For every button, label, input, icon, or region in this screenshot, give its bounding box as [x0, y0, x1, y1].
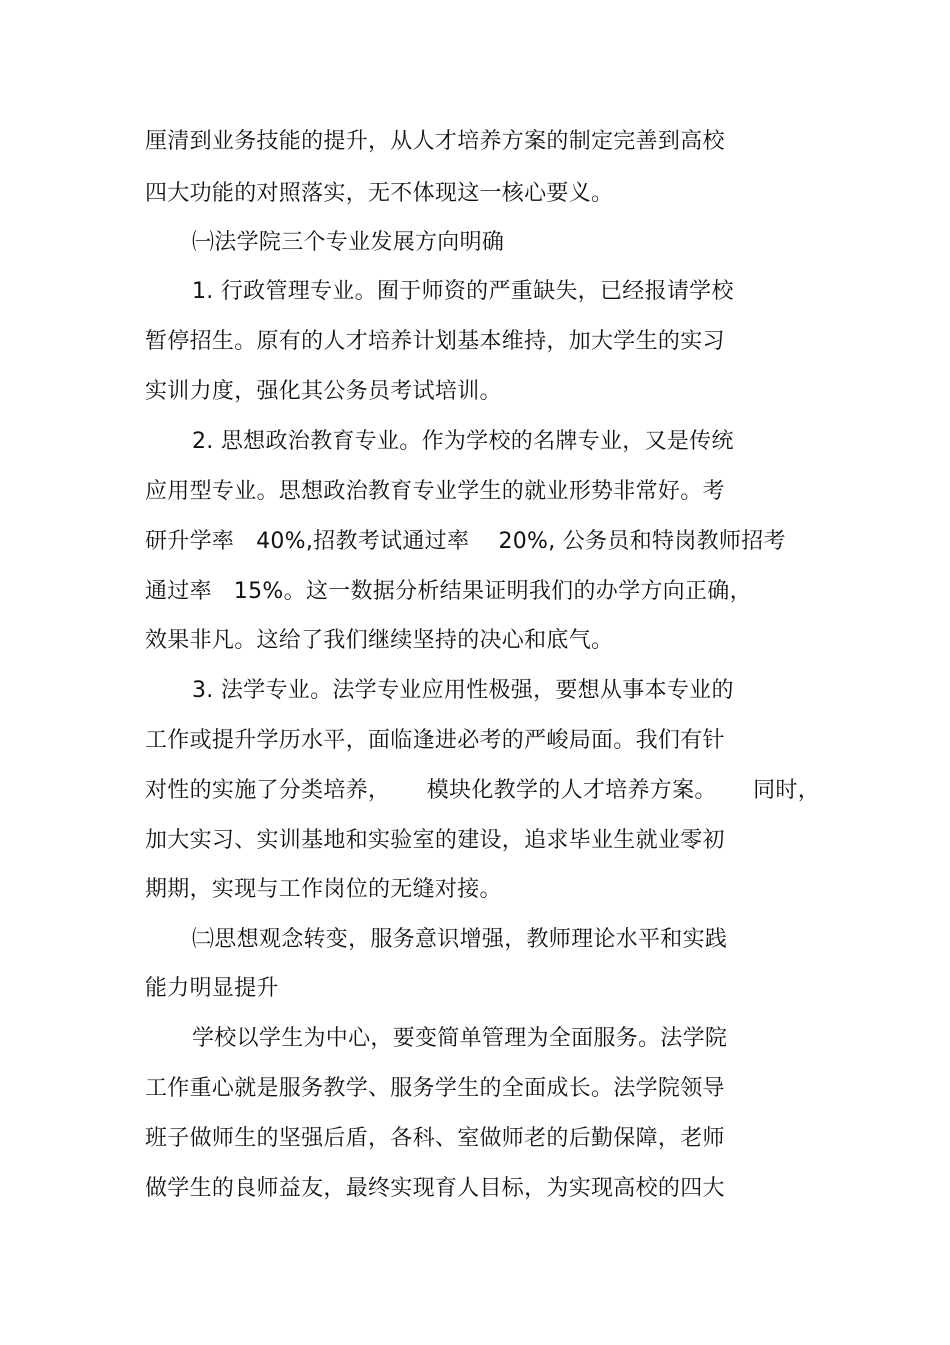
text-line: 3. 法学专业。法学专业应用性极强，要想从事本专业的 [192, 678, 734, 703]
text-line: 实训力度，强化其公务员考试培训。 [145, 379, 502, 404]
text-line: 研升学率 40%,招教考试通过率 20%, 公务员和特岗教师招考 [145, 529, 786, 554]
text-line: 对性的实施了分类培养， 模块化教学的人才培养方案。 同时， [145, 778, 821, 803]
text-line: 期期，实现与工作岗位的无缝对接。 [145, 877, 502, 902]
text-line: 2. 思想政治教育专业。作为学校的名牌专业，又是传统 [192, 429, 734, 454]
text-line: 应用型专业。思想政治教育专业学生的就业形势非常好。考 [145, 479, 725, 504]
text-line: 工作或提升学历水平，面临逢进必考的严峻局面。我们有针 [145, 728, 725, 753]
text-line: 厘清到业务技能的提升，从人才培养方案的制定完善到高校 [145, 129, 725, 154]
text-line: 工作重心就是服务教学、服务学生的全面成长。法学院领导 [145, 1076, 725, 1101]
text-line: 学校以学生为中心，要变简单管理为全面服务。法学院 [192, 1026, 728, 1051]
text-line: 四大功能的对照落实，无不体现这一核心要义。 [145, 181, 614, 206]
text-line: 暂停招生。原有的人才培养计划基本维持，加大学生的实习 [145, 329, 725, 354]
text-line: 1. 行政管理专业。囿于师资的严重缺失，已经报请学校 [192, 279, 734, 304]
text-line: 做学生的良师益友，最终实现育人目标，为实现高校的四大 [145, 1176, 725, 1201]
text-line: 加大实习、实训基地和实验室的建设，追求毕业生就业零初 [145, 828, 725, 853]
text-line: 班子做师生的坚强后盾，各科、室做师老的后勤保障，老师 [145, 1126, 725, 1151]
section-heading: 能力明显提升 [145, 976, 279, 1001]
text-line: 通过率 15%。这一数据分析结果证明我们的办学方向正确， [145, 579, 752, 604]
section-heading: ㈠法学院三个专业发展方向明确 [192, 230, 505, 255]
text-line: 效果非凡。这给了我们继续坚持的决心和底气。 [145, 628, 614, 653]
section-heading: ㈡思想观念转变，服务意识增强，教师理论水平和实践 [192, 927, 728, 952]
